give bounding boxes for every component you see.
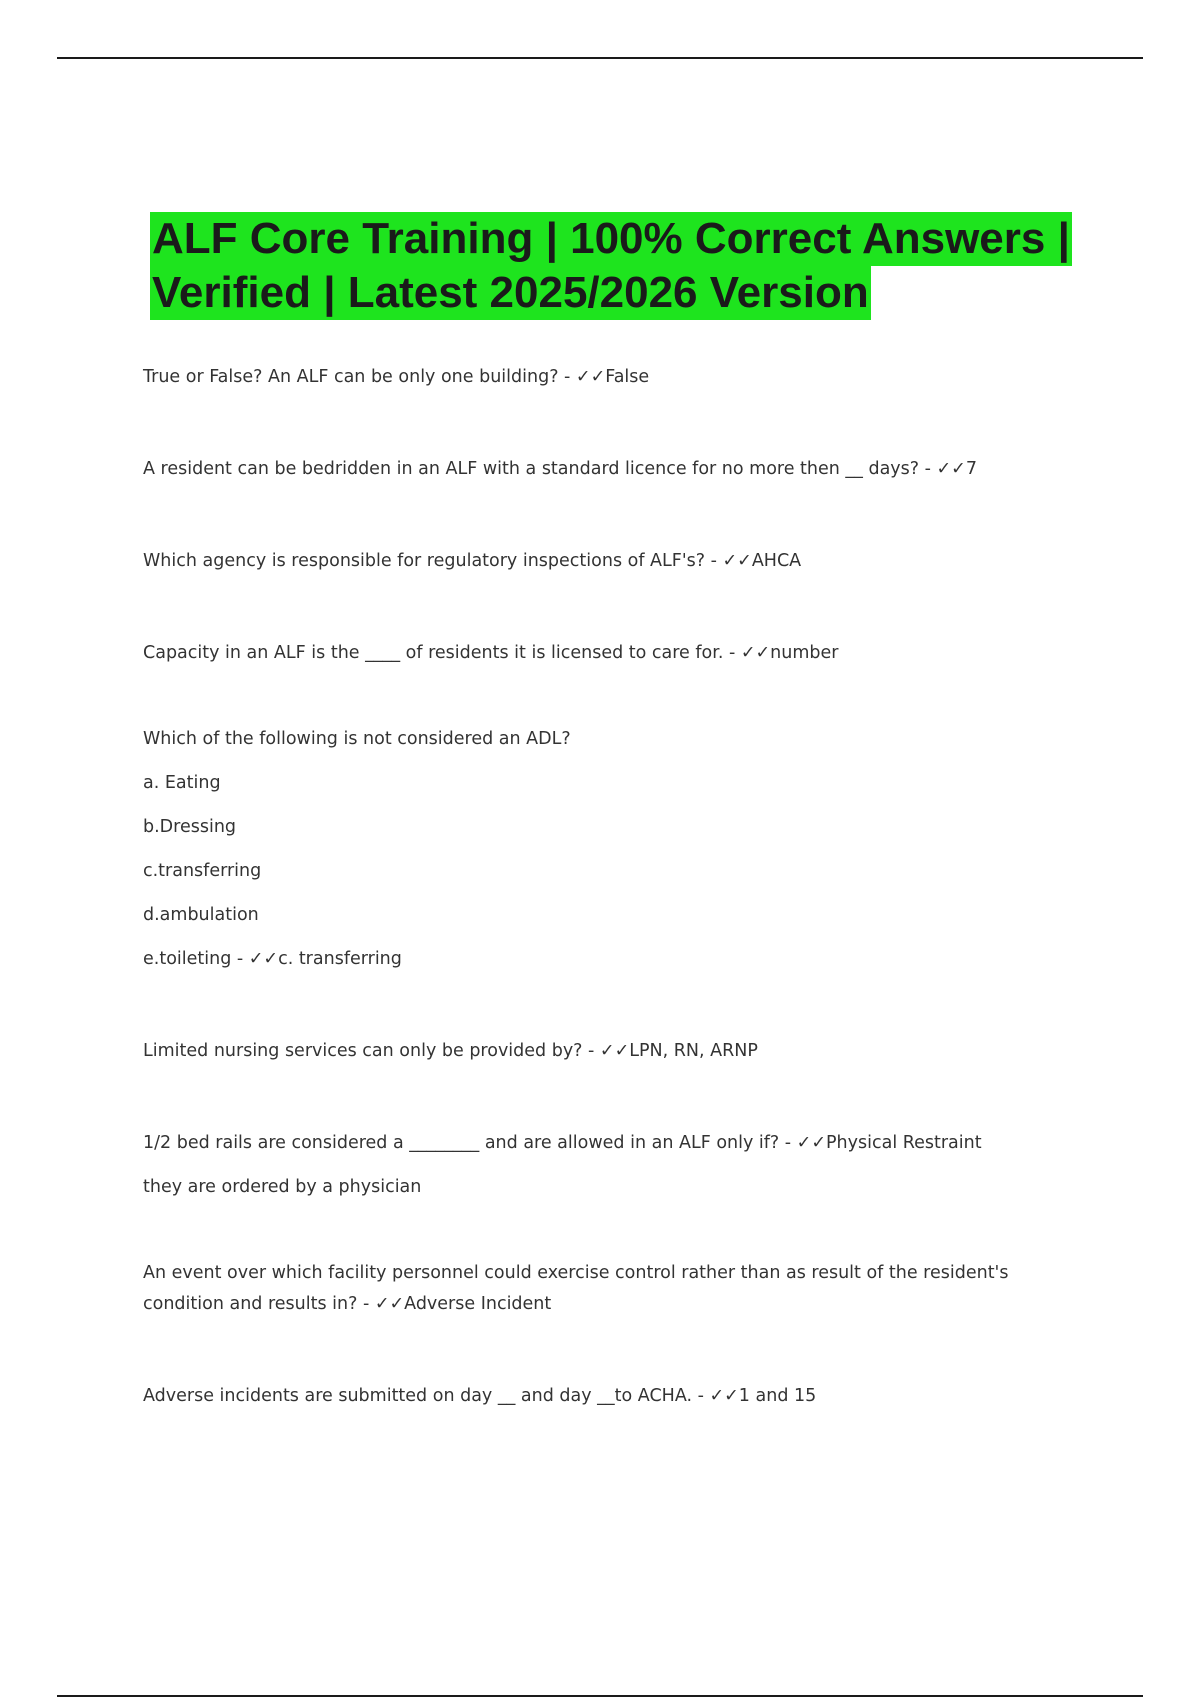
option-e-with-answer: e.toileting - ✓✓c. transferring <box>143 949 402 969</box>
question-text: An event over which facility personnel could exercise control rather than as result of the resident's <box>143 1263 1009 1283</box>
qa-item <box>143 1258 1073 1319</box>
qa-item-multiple-choice <box>143 724 1073 974</box>
question-text: Capacity in an ALF is the ____ of residents it is licensed to care for. - ✓✓number <box>143 643 839 663</box>
question-text: Adverse incidents are submitted on day __ and day __to ACHA. - ✓✓1 and 15 <box>143 1386 817 1406</box>
title-line-2: Verified | Latest 2025/2026 Version <box>150 266 871 320</box>
question-text: Which of the following is not considered an ADL? <box>143 729 571 749</box>
question-text: Limited nursing services can only be provided by? - ✓✓LPN, RN, ARNP <box>143 1041 758 1061</box>
top-rule <box>57 57 1143 59</box>
answer-continuation: they are ordered by a physician <box>143 1177 422 1197</box>
qa-item <box>143 454 1073 484</box>
question-text: Which agency is responsible for regulatory inspections of ALF's? - ✓✓AHCA <box>143 551 802 571</box>
option-c: c.transferring <box>143 861 262 881</box>
qa-item <box>143 1128 1073 1202</box>
qa-item <box>143 638 1073 668</box>
option-b: b.Dressing <box>143 817 237 837</box>
title-line-1: ALF Core Training | 100% Correct Answers | <box>150 212 1072 266</box>
qa-item <box>143 1381 1073 1411</box>
qa-item <box>143 1036 1073 1066</box>
document-title <box>150 212 1070 320</box>
question-text: True or False? An ALF can be only one building? - ✓✓False <box>143 367 650 387</box>
qa-item <box>143 546 1073 576</box>
answer-continuation: condition and results in? - ✓✓Adverse Incident <box>143 1294 552 1314</box>
question-text: 1/2 bed rails are considered a ________ and are allowed in an ALF only if? - ✓✓Physical Restraint <box>143 1133 982 1153</box>
option-a: a. Eating <box>143 773 221 793</box>
bottom-rule <box>57 1695 1143 1697</box>
option-d: d.ambulation <box>143 905 259 925</box>
qa-list <box>143 362 1073 1411</box>
qa-item <box>143 362 1073 392</box>
question-text: A resident can be bedridden in an ALF with a standard licence for no more then __ days? - ✓✓7 <box>143 459 977 479</box>
